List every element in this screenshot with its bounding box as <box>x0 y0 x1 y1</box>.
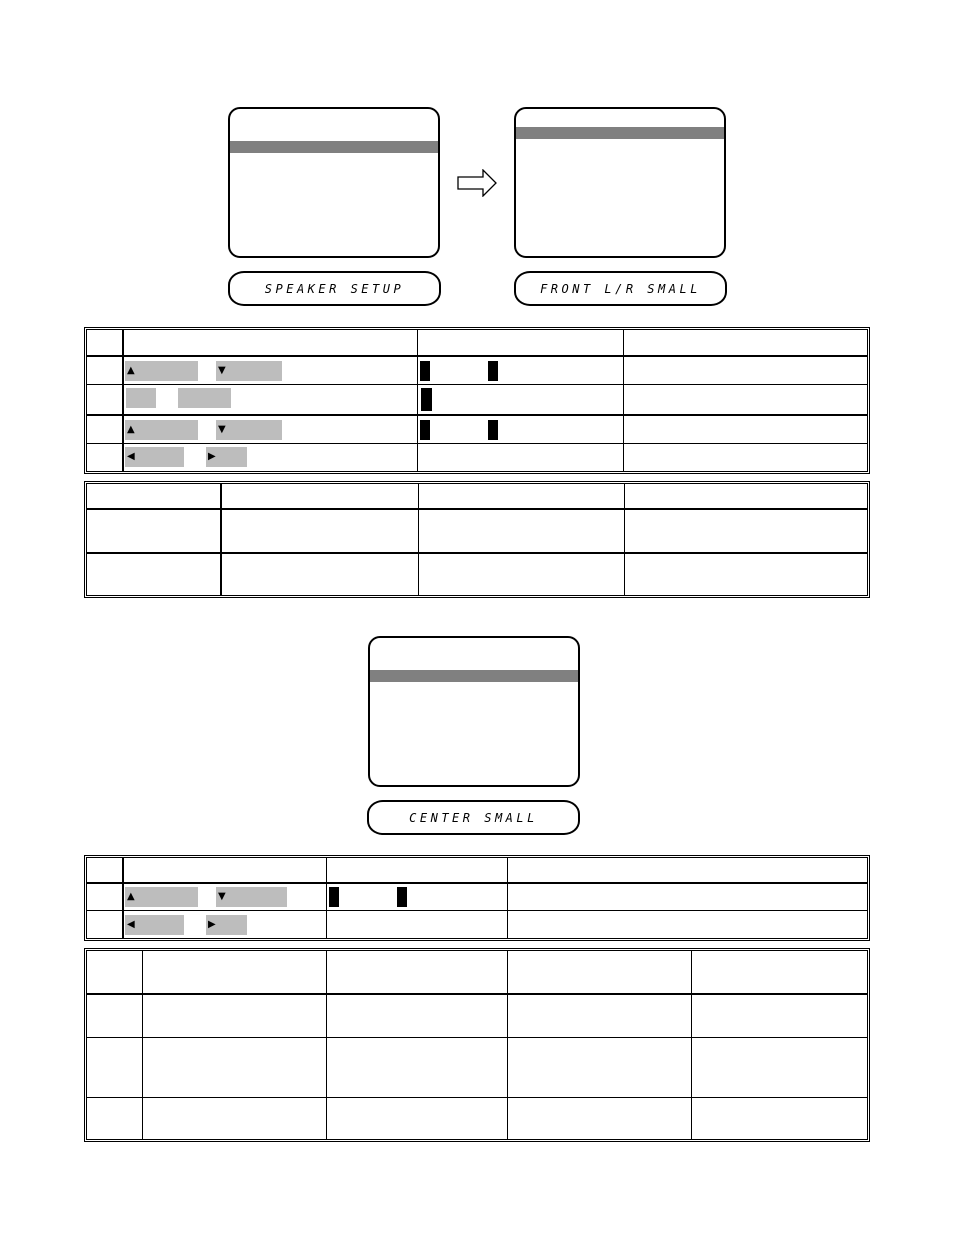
triangle-down-icon: ▼ <box>218 891 226 902</box>
row-divider <box>87 355 867 357</box>
row-divider <box>87 1097 867 1098</box>
options-table-1 <box>84 481 870 598</box>
cursor-block <box>420 420 430 440</box>
row-divider <box>87 1037 867 1038</box>
row-divider <box>87 508 867 510</box>
triangle-left-icon: ◀ <box>127 919 135 930</box>
row-divider <box>87 384 867 385</box>
col-divider <box>122 330 124 471</box>
triangle-up-icon: ▲ <box>127 891 135 902</box>
osd-screen-speaker-setup <box>228 107 440 258</box>
col-divider <box>220 484 222 595</box>
osd-screen-center <box>368 636 580 787</box>
col-divider <box>418 484 419 595</box>
down-key[interactable] <box>216 887 287 907</box>
row-divider <box>87 443 867 444</box>
col-divider <box>624 484 625 595</box>
osd-screen-front-lr <box>514 107 726 258</box>
col-divider <box>142 951 143 1139</box>
left-key[interactable] <box>125 447 184 467</box>
menu-key[interactable] <box>126 388 156 408</box>
col-divider <box>326 858 327 938</box>
cursor-block <box>420 361 430 381</box>
triangle-down-icon: ▼ <box>218 365 226 376</box>
col-divider <box>507 858 508 938</box>
triangle-right-icon: ▶ <box>208 451 216 462</box>
enter-key[interactable] <box>178 388 231 408</box>
row-divider <box>87 414 867 416</box>
triangle-up-icon: ▲ <box>127 365 135 376</box>
row-divider <box>87 552 867 554</box>
right-key[interactable] <box>206 447 247 467</box>
down-key[interactable] <box>216 361 282 381</box>
col-divider <box>623 330 624 471</box>
osd-highlight-bar <box>230 141 438 153</box>
up-key[interactable] <box>125 420 198 440</box>
up-key[interactable] <box>125 361 198 381</box>
col-divider <box>122 858 124 938</box>
osd-highlight-bar <box>516 127 724 139</box>
col-divider <box>417 330 418 471</box>
cursor-block <box>329 887 339 907</box>
display-speaker-setup: SPEAKER SETUP <box>228 271 441 306</box>
col-divider <box>691 951 692 1139</box>
row-divider <box>87 993 867 995</box>
cursor-block <box>488 361 498 381</box>
cursor-block <box>488 420 498 440</box>
triangle-right-icon: ▶ <box>208 919 216 930</box>
row-divider <box>87 910 867 911</box>
right-key[interactable] <box>206 915 247 935</box>
left-key[interactable] <box>125 915 184 935</box>
steps-table-2 <box>84 855 870 941</box>
down-key[interactable] <box>216 420 282 440</box>
up-key[interactable] <box>125 887 198 907</box>
triangle-down-icon: ▼ <box>218 424 226 435</box>
triangle-up-icon: ▲ <box>127 424 135 435</box>
cursor-block <box>397 887 407 907</box>
options-table-2 <box>84 948 870 1142</box>
triangle-left-icon: ◀ <box>127 451 135 462</box>
cursor-block <box>421 388 432 411</box>
osd-highlight-bar <box>370 670 578 682</box>
col-divider <box>326 951 327 1139</box>
col-divider <box>507 951 508 1139</box>
row-divider <box>87 882 867 884</box>
display-front-lr-small: FRONT L/R SMALL <box>514 271 727 306</box>
right-arrow-icon <box>457 169 497 197</box>
display-center-small: CENTER SMALL <box>367 800 580 835</box>
